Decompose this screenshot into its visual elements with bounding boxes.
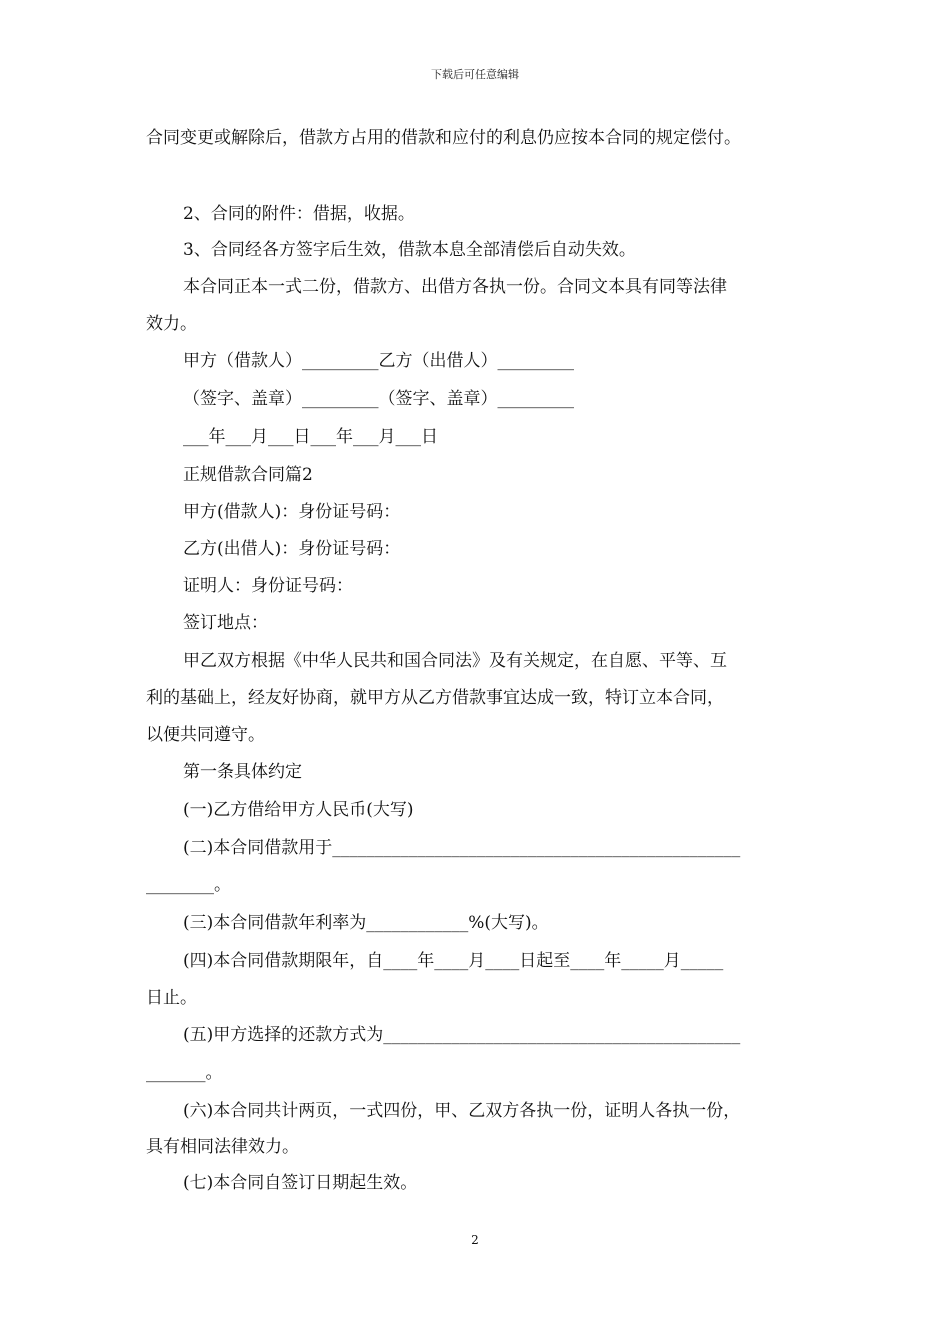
text-line: ___年___月___日___年___月___日 (183, 427, 438, 447)
text-line: 日止。 (146, 988, 197, 1008)
text-line: ________。 (146, 875, 231, 895)
text-line: 甲方(借款人)：身份证号码： (183, 502, 401, 522)
text-line: 第一条具体约定 (183, 762, 302, 782)
section-title: 正规借款合同篇2 (183, 465, 313, 485)
text-line: (二)本合同借款用于________________________________________________ (183, 838, 741, 858)
text-line: _______。 (146, 1063, 223, 1083)
text-line: 甲乙双方根据《中华人民共和国合同法》及有关规定，在自愿、平等、互 (183, 651, 727, 671)
page-header: 下载后可任意编辑 (431, 68, 519, 81)
text-line: (六)本合同共计两页，一式四份，甲、乙双方各执一份，证明人各执一份， (183, 1101, 741, 1121)
text-line: 签订地点： (183, 613, 268, 633)
text-line: (七)本合同自签订日期起生效。 (183, 1173, 418, 1193)
text-line: 以便共同遵守。 (146, 725, 265, 745)
text-line: 乙方(出借人)：身份证号码： (183, 539, 401, 559)
text-line: (四)本合同借款期限年，自____年____月____日起至____年_____月_____ (183, 951, 724, 971)
text-line: （签字、盖章）_________（签字、盖章）_________ (183, 389, 574, 409)
text-line: (一)乙方借给甲方人民币(大写) (183, 800, 414, 820)
text-line: (三)本合同借款年利率为____________%(大写)。 (183, 913, 549, 933)
text-line: 利的基础上，经友好协商，就甲方从乙方借款事宜达成一致，特订立本合同， (146, 688, 724, 708)
text-line: (五)甲方选择的还款方式为__________________________________________ (183, 1025, 741, 1045)
text-line: 证明人：身份证号码： (183, 576, 353, 596)
text-line: 3、合同经各方签字后生效，借款本息全部清偿后自动失效。 (183, 240, 636, 260)
text-line: 合同变更或解除后，借款方占用的借款和应付的利息仍应按本合同的规定偿付。 (146, 128, 741, 148)
text-line: 效力。 (146, 314, 197, 334)
text-line: 具有相同法律效力。 (146, 1137, 299, 1157)
page-number: 2 (471, 1233, 479, 1247)
text-line: 甲方（借款人）_________乙方（出借人）_________ (183, 351, 574, 371)
text-line: 2、合同的附件：借据，收据。 (183, 204, 415, 224)
text-line: 本合同正本一式二份，借款方、出借方各执一份。合同文本具有同等法律 (183, 277, 727, 297)
